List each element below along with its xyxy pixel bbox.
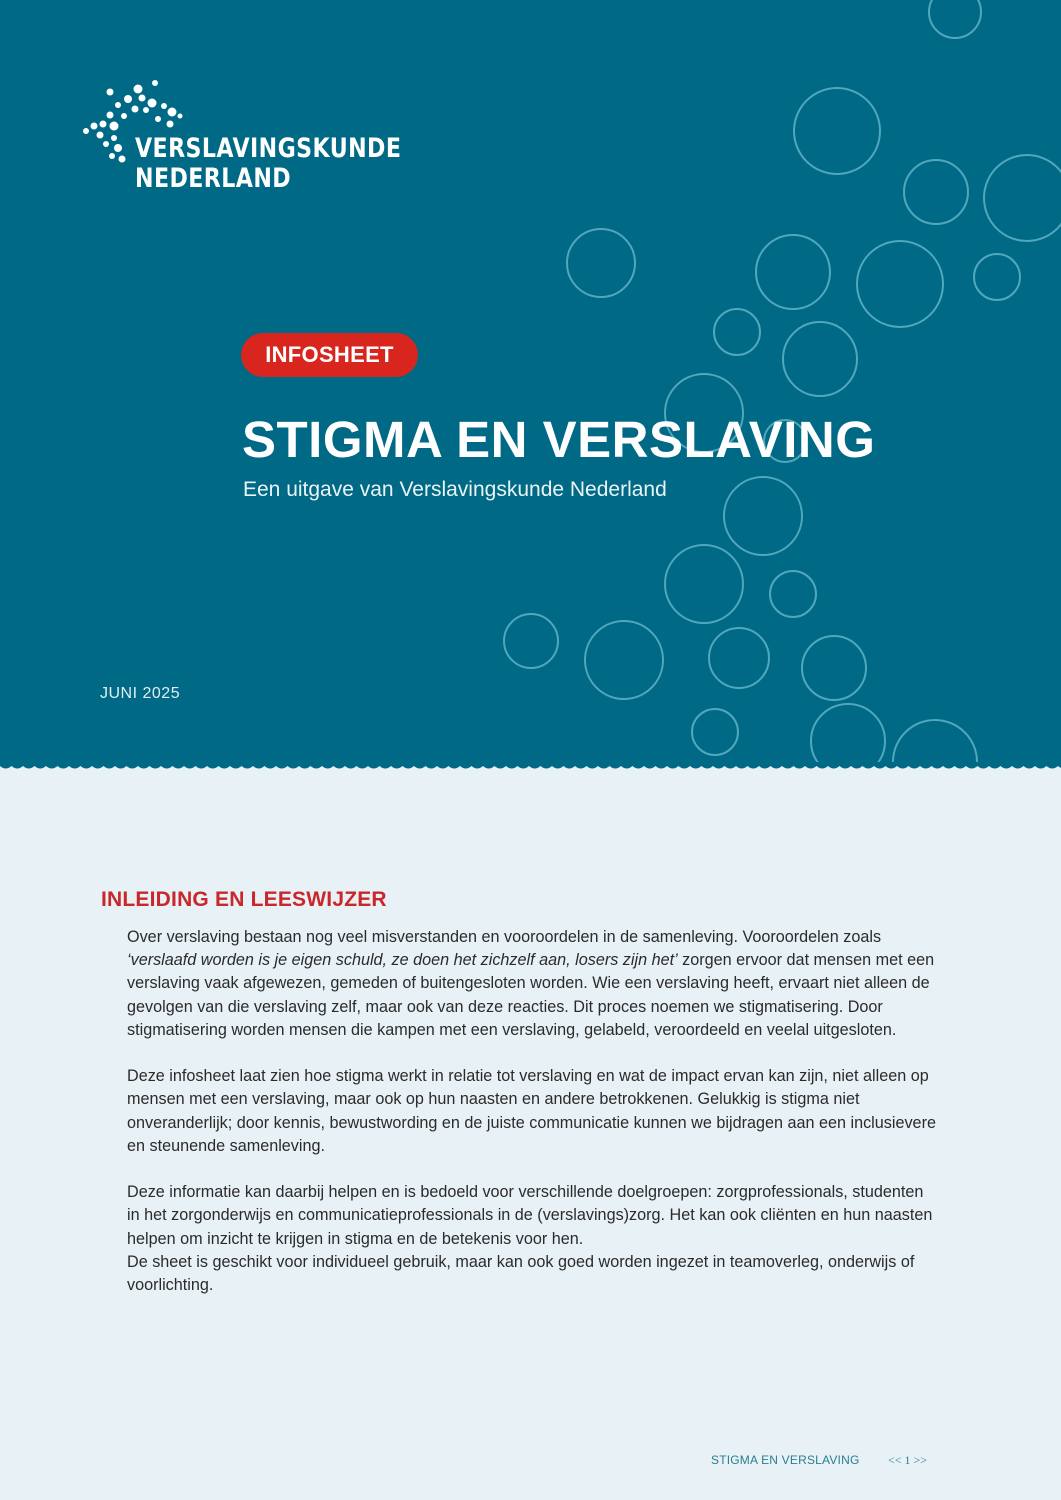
logo-line-1: VERSLAVINGSKUNDE xyxy=(135,133,402,164)
paragraph-3-usage: De sheet is geschikt voor individueel gebruik, maar kan ook goed worden ingezet in teamoverleg, onderwijs of voorlichting. xyxy=(127,1252,915,1295)
section-heading: INLEIDING EN LEESWIJZER xyxy=(101,888,387,911)
paragraph-1-quote: ‘verslaafd worden is je eigen schuld, ze doen het zichzelf aan, losers zijn het’ xyxy=(127,951,678,970)
paragraph-3 xyxy=(127,1181,937,1297)
scalloped-edge-divider xyxy=(0,762,1061,770)
publication-date: JUNI 2025 xyxy=(100,685,181,702)
paragraph-3-main: Deze informatie kan daarbij helpen en is bedoeld voor verschillende doelgroepen: zorgprofessionals, studenten in het zorgonderwijs en communicatieprofessionals in de (verslavings)zorg. Het kan ook cliënten en hun naasten helpen om inzicht te krijgen in stigma en de betekenis voor hen. xyxy=(127,1183,933,1248)
footer-document-title: STIGMA EN VERSLAVING xyxy=(711,1453,860,1467)
footer-page-navigation[interactable]: << 1 >> xyxy=(888,1453,928,1467)
organization-logo-text xyxy=(135,134,401,194)
logo-line-2: NEDERLAND xyxy=(135,163,292,194)
paragraph-1 xyxy=(127,926,937,1042)
section-body xyxy=(127,926,937,1297)
paragraph-1-end: zorgen ervoor dat mensen met een verslaving vaak afgewezen, gemeden of buitengesloten worden. Wie een verslaving heeft, ervaart niet alleen de gevolgen van die verslaving zelf, maar ook van deze reacties. Dit proces noemen we stigmatisering. Door stigmatisering worden mensen die kampen met een verslaving, gelabeld, veroordeeld en veelal uitgesloten. xyxy=(127,951,935,1039)
page-subtitle: Een uitgave van Verslavingskunde Nederland xyxy=(243,478,667,501)
paragraph-1-start: Over verslaving bestaan nog veel misverstanden en vooroordelen in de samenleving. Vooroordelen zoals xyxy=(127,928,882,946)
infosheet-badge: INFOSHEET xyxy=(241,333,418,377)
page-title: STIGMA EN VERSLAVING xyxy=(242,411,876,468)
paragraph-2: Deze infosheet laat zien hoe stigma werkt in relatie tot verslaving en wat de impact ervan kan zijn, niet alleen op mensen met een verslaving, maar ook op hun naasten en andere betrokkenen. Gelukkig is stigma niet onveranderlijk; door kennis, bewustwording en de juiste communicatie kunnen we bijdragen aan een inclusievere en steunende samenleving. xyxy=(127,1067,936,1155)
